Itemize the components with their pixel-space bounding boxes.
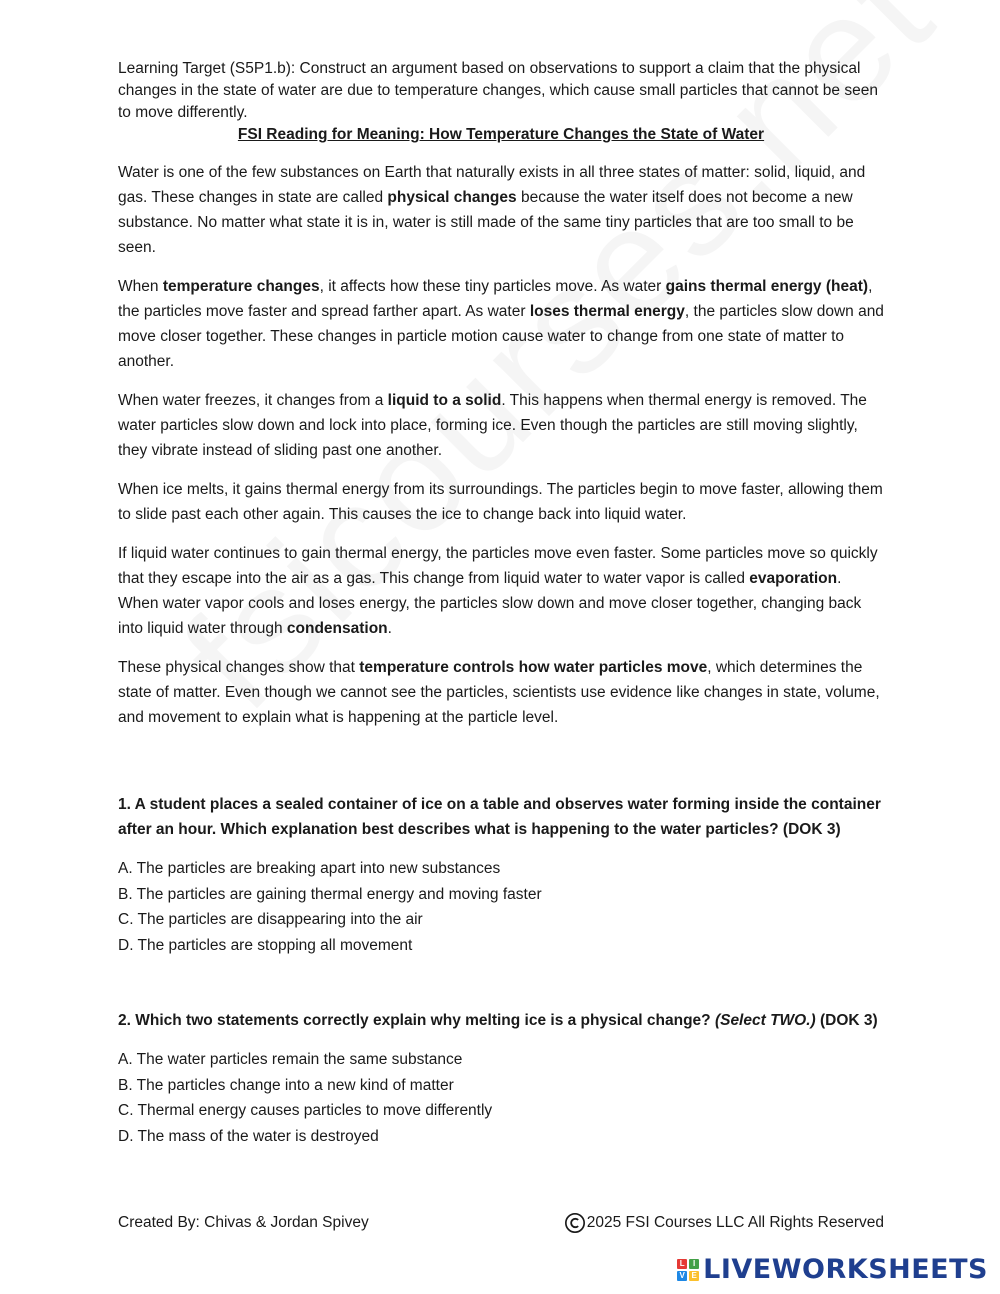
question-1-options xyxy=(118,856,884,958)
copyright-icon xyxy=(564,1212,586,1234)
brand-mark-letter: E xyxy=(689,1271,699,1281)
paragraph-6: These physical changes show that temperature controls how water particles move, which determines the state of matter. Even though we cannot see the particles, scientists use evidence like changes in state, volume, and movement to explain what is happening at the particle level. xyxy=(118,659,880,726)
brand-mark-letter: V xyxy=(677,1271,687,1281)
created-by: Created By: Chivas & Jordan Spivey xyxy=(118,1214,369,1231)
paragraph-2: When temperature changes, it affects how these tiny particles move. As water gains thermal energy (heat), the particles move faster and spread farther apart. As water loses thermal energy, the particles slow down and move closer together. These changes in particle motion cause water to change from one state of matter to another. xyxy=(118,278,884,370)
paragraph-5: If liquid water continues to gain thermal energy, the particles move even faster. Some particles move so quickly that they escape into the air as a gas. This change from liquid water to water vapor is called evaporation. When water vapor cools and loses energy, the particles slow down and move closer together, changing back into liquid water through condensation. xyxy=(118,545,878,637)
paragraph-3: When water freezes, it changes from a liquid to a solid. This happens when thermal energy is removed. The water particles slow down and lock into place, forming ice. Even though the particles are still moving slightly, they vibrate instead of sliding past one another. xyxy=(118,392,867,459)
question-2-option-b[interactable]: B. The particles change into a new kind of matter xyxy=(118,1076,454,1094)
question-1-option-b[interactable]: B. The particles are gaining thermal energy and moving faster xyxy=(118,885,542,903)
brand-mark-letter: I xyxy=(689,1259,699,1269)
question-2: 2. Which two statements correctly explain why melting ice is a physical change? (Select TWO.) (DOK 3) xyxy=(118,1012,878,1029)
question-2-option-c[interactable]: C. Thermal energy causes particles to move differently xyxy=(118,1102,493,1119)
paragraph-1: Water is one of the few substances on Earth that naturally exists in all three states of matter: solid, liquid, and gas. These changes in state are called physical changes because the water itself does not become a new substance. No matter what state it is in, water is still made of the same tiny particles that are too small to be seen. xyxy=(118,164,866,256)
worksheet-page xyxy=(118,58,884,1149)
liveworksheets-logo[interactable] xyxy=(677,1254,988,1285)
learning-target: Learning Target (S5P1.b): Construct an argument based on observations to support a claim that the physical changes in the state of water are due to temperature changes, which cause small particles that cannot be seen to move differently. xyxy=(118,60,878,121)
liveworksheets-text: LIVEWORKSHEETS xyxy=(703,1254,988,1285)
page-title: FSI Reading for Meaning: How Temperature Changes the State of Water xyxy=(237,126,765,143)
copyright-text: 2025 FSI Courses LLC All Rights Reserved xyxy=(586,1214,884,1231)
question-1-option-a[interactable]: A. The particles are breaking apart into new substances xyxy=(118,860,501,877)
paragraph-4: When ice melts, it gains thermal energy from its surroundings. The particles begin to move faster, allowing them to slide past each other again. This causes the ice to change back into liquid water. xyxy=(118,481,883,523)
select-two-note: (Select TWO.) xyxy=(714,1012,816,1029)
question-2-option-a[interactable]: A. The water particles remain the same substance xyxy=(118,1051,463,1068)
copyright xyxy=(564,1212,884,1234)
footer xyxy=(118,1212,884,1234)
question-1-option-d[interactable]: D. The particles are stopping all movement xyxy=(118,936,413,954)
question-2-option-d[interactable]: D. The mass of the water is destroyed xyxy=(118,1127,379,1145)
brand-mark-letter: L xyxy=(677,1259,687,1269)
question-1: 1. A student places a sealed container of ice on a table and observes water forming inside the container after an hour. Which explanation best describes what is happening to the water particles? (DOK 3) xyxy=(118,796,881,838)
question-1-option-c[interactable]: C. The particles are disappearing into the air xyxy=(118,911,423,928)
liveworksheets-mark-icon xyxy=(677,1259,699,1281)
question-2-options xyxy=(118,1047,884,1149)
